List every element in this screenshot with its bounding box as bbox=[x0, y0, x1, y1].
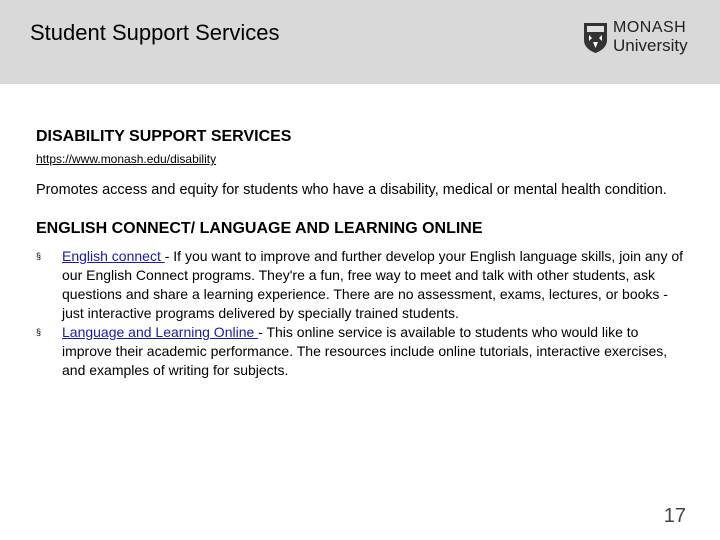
disability-description: Promotes access and equity for students who have a disability, medical or mental health condition. bbox=[36, 182, 667, 198]
slide-body bbox=[36, 128, 686, 380]
logo-wordmark: MONASH bbox=[613, 19, 687, 36]
english-connect-text: - If you want to improve and further develop your English language skills, join any of our English Connect programs. They're a fun, free way to meet and talk with other students, ask questions and share a learning experience. There are no assessment, exams, lectures, or books - just interactive programs delivered by specially trained students. bbox=[62, 248, 684, 321]
crest-icon bbox=[583, 22, 608, 54]
logo-subtitle: University bbox=[613, 36, 688, 55]
language-learning-text: - This online service is available to students who would like to improve their academic performance. The resources include online tutorials, interactive exercises, and examples of writing for subjects. bbox=[62, 324, 668, 378]
services-list bbox=[36, 247, 686, 380]
language-learning-link[interactable]: Language and Learning Online bbox=[62, 324, 259, 340]
list-item bbox=[36, 247, 686, 323]
english-connect-heading: ENGLISH CONNECT/ LANGUAGE AND LEARNING ONLINE bbox=[36, 220, 483, 237]
bullet-icon: § bbox=[36, 327, 42, 337]
bullet-icon: § bbox=[36, 251, 42, 261]
slide-header bbox=[0, 0, 720, 84]
monash-logo bbox=[583, 20, 693, 60]
page-title: Student Support Services bbox=[30, 20, 280, 45]
slide-number: 17 bbox=[663, 505, 686, 527]
disability-heading: DISABILITY SUPPORT SERVICES bbox=[36, 128, 292, 145]
disability-url-link[interactable]: https://www.monash.edu/disability bbox=[36, 152, 217, 166]
list-item bbox=[36, 323, 686, 380]
english-connect-link[interactable]: English connect bbox=[62, 248, 165, 264]
